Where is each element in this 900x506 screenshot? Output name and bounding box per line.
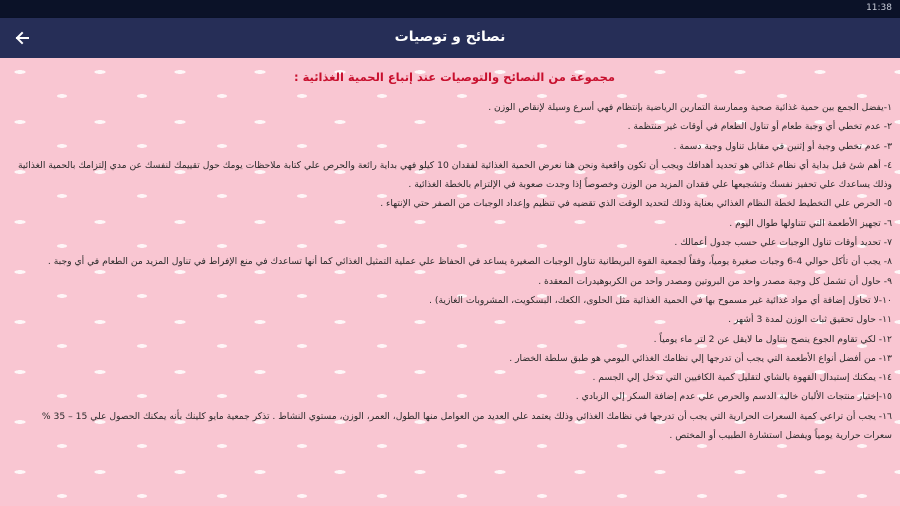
status-clock: 11:38 [866,3,892,13]
tip-item: ٢- عدم تخطي أي وجبة طعام أو تناول الطعام في أوقات غير منتظمة . [627,121,892,133]
page-title: نصائح و توصيات [394,29,506,45]
tip-item: ١-يفضل الجمع بين حمية غذائية صحية وممارسة التمارين الرياضية بإنتظام فهي أسرع وسيلة لإنقاص الوزن . [488,102,892,113]
tip-item: ١٣- من أفضل أنواع الأطعمة التي يجب أن تدرجها إلي نظامك الغذائي اليومي هو طبق سلطة الخضار . [509,352,892,364]
tip-item: ٤- أهم شئ قبل بداية أي نظام غذائي هو تحديد أهدافك ويجب أن تكون واقعية ونحن هنا نعرض الحمية الغذائية لفقدان 10 كيلو فهي بداية رائعة والحرص علي كتابة ملاحظات يومك حول تقييمك لنفسك عن مدي إلتزامك بالحمية الغذائية وذلك يساعدك علي تحفيز نفسك وتشجيعها علي فقدان المزيد من الوزن وخصوصاً إذا وجدت صعوبة في الإلتزام بالخطة الغذائية . [17,159,892,191]
tip-item: ١٠-لا تحاول إضافة أي مواد غذائية غير مسموح بها في الحمية الغذائية مثل الحلوى، الكعك، البسكويت، المشروبات الغازية) . [429,294,892,306]
tips-list [0,98,900,445]
tip-item: ١٤- يمكنك إستبدال القهوة بالشاي لتقليل كمية الكافيين التي تدخل إلي الجسم . [592,372,892,384]
tip-item: ٧- تحديد أوقات تناول الوجبات علي حسب جدول أعمالك . [674,237,892,249]
tips-heading: مجموعة من النصائح والتوصيات عند إتباع الحمية الغذائية : [293,70,615,84]
tip-item: ١٦- يجب أن تراعي كمية السعرات الحرارية التي يجب أن تدرجها في نظامك الغذائي وذلك يعتمد علي العديد من العوامل منها الطول، العمر، الوزن، مستوي النشاط . تذكر جمعية مايو كلينك بأنه يمكنك الحصول علي 15 – 35 % سعرات حرارية يومياً ويفضل استشارة الطبيب أو المختص . [41,410,892,442]
tip-item: ١١- حاول تحقيق ثبات الوزن لمدة 3 أشهر . [728,314,892,326]
tip-item: ١٢- لكي تقاوم الجوع ينصح بتناول ما لايقل عن 2 لتر ماء يومياً . [653,333,892,345]
tip-item: ٨- يجب أن تأكل حوالي 4-6 وجبات صغيرة يومياً، وفقاً لجمعية القوة البريطانية تناول الوجبات الصغيرة يساعد في الحفاظ علي عملية التمثيل الغذائي كما أنها تساعدك في منع الإفراط في تناول المزيد من الطعام في أي وجبة . [47,256,892,268]
tip-item: ١٥-إختيار منتجات الألبان خالية الدسم والحرص علي عدم إضافة السكر إلي الزبادي . [575,391,892,403]
tip-item: ٩- حاول أن تشمل كل وجبة مصدر واحد من البروتين ومصدر واحد من الكربوهيدرات المعقدة . [538,275,892,287]
tip-item: ٣- عدم تخطي وجبة أو إثنين في مقابل تناول وجبة دسمة . [673,140,892,152]
status-bar [0,0,900,18]
tip-item: ٦- تجهيز الأطعمة التي تتناولها طوال اليوم . [729,217,892,229]
tips-content[interactable] [0,58,900,506]
tip-item: ٥- الحرص علي التخطيط لخطة النظام الغذائي بعناية وذلك لتحديد الوقت الذي تقضيه في تنظيم وإعداد الوجبات من الصفر حتي الإنتهاء . [380,198,892,210]
app-bar [0,18,900,58]
